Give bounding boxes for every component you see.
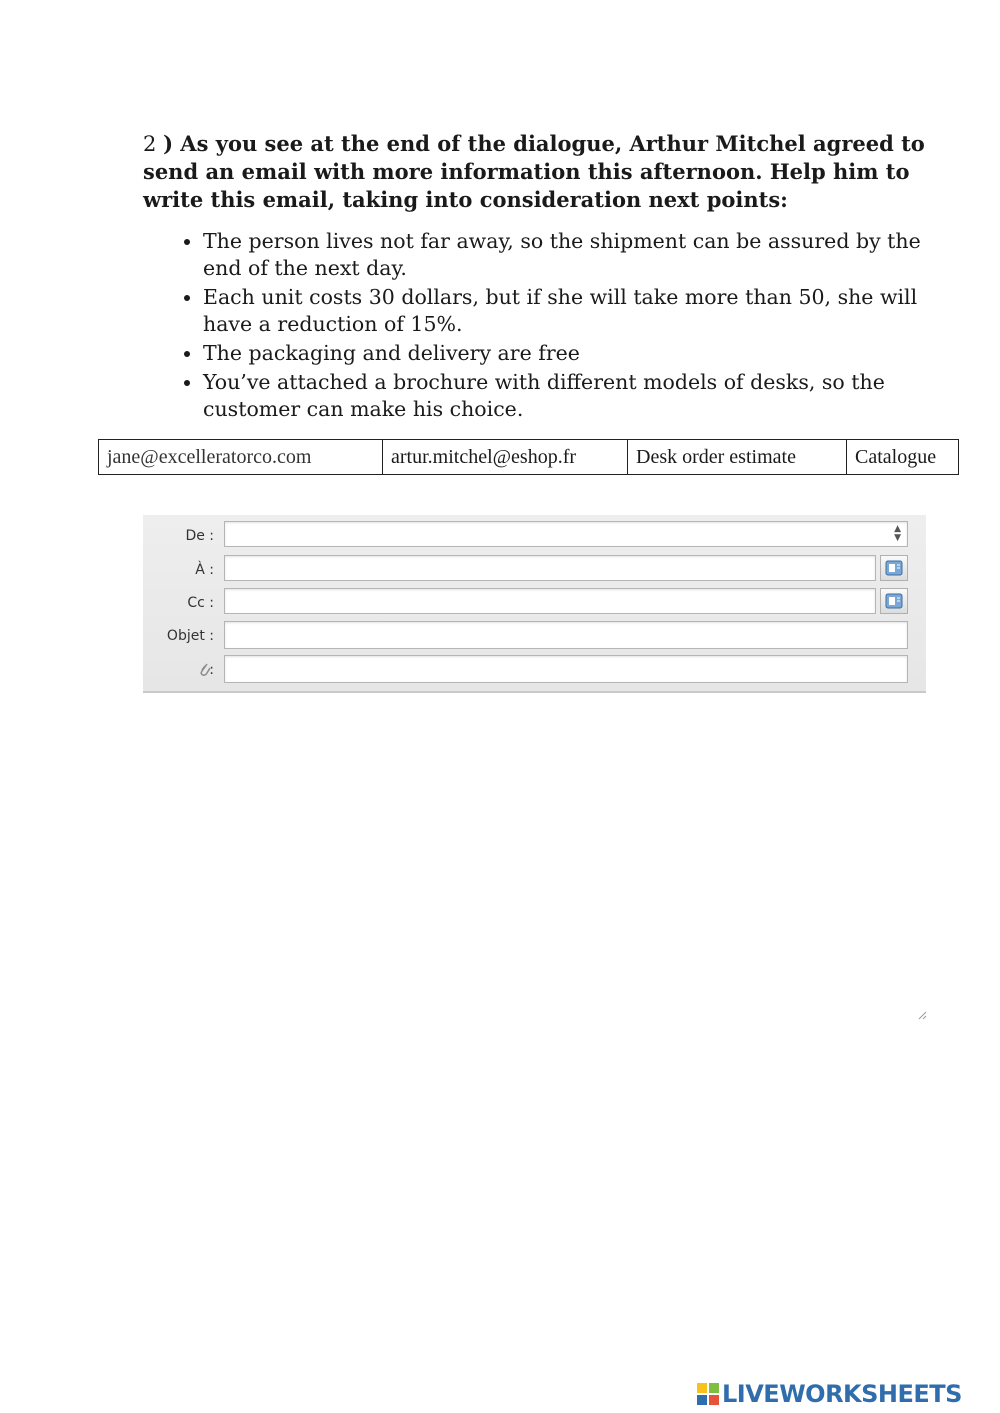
word-bank-cell: Catalogue	[847, 440, 959, 475]
select-arrows-icon: ▲ ▼	[894, 524, 901, 543]
list-item: • The person lives not far away, so the shipment can be assured by the end of the next day.	[203, 228, 933, 282]
subject-input[interactable]	[224, 621, 908, 649]
question	[143, 130, 933, 214]
liveworksheets-logo-icon	[697, 1383, 719, 1405]
address-book-icon	[885, 593, 903, 609]
from-select[interactable]	[224, 521, 908, 547]
question-number: 2	[143, 132, 157, 156]
attachment-label: :	[209, 662, 214, 678]
from-label: De :	[185, 528, 214, 544]
cc-input[interactable]	[224, 588, 876, 614]
to-contacts-button[interactable]	[880, 555, 908, 581]
word-bank-table	[98, 439, 959, 475]
requirements-list	[143, 228, 933, 423]
attachment-input[interactable]	[224, 655, 908, 683]
to-label: À :	[195, 562, 214, 578]
list-item: • The packaging and delivery are free	[203, 340, 933, 367]
word-bank-cell: jane@excelleratorco.com	[99, 440, 383, 475]
to-input[interactable]	[224, 555, 876, 581]
address-book-icon	[885, 560, 903, 576]
to-row	[143, 555, 926, 585]
cc-label: Cc :	[187, 595, 214, 611]
subject-label: Objet :	[166, 628, 214, 644]
list-item: • You’ve attached a brochure with different models of desks, so the customer can make his choice.	[203, 369, 933, 423]
email-header-form	[143, 515, 926, 693]
list-item: • Each unit costs 30 dollars, but if she will take more than 50, she will have a reduction of 15%.	[203, 284, 933, 338]
from-row	[143, 521, 926, 551]
cc-contacts-button[interactable]	[880, 588, 908, 614]
liveworksheets-logo	[697, 1380, 962, 1408]
word-bank-cell: Desk order estimate	[628, 440, 847, 475]
resize-grip-icon[interactable]	[917, 1010, 927, 1020]
word-bank-cell: artur.mitchel@eshop.fr	[383, 440, 628, 475]
question-text: ) As you see at the end of the dialogue, Arthur Mitchel agreed to send an email with more information this afternoon. Help him to write this email, taking into consideration next points:	[143, 131, 925, 212]
subject-row	[143, 621, 926, 651]
cc-row	[143, 588, 926, 618]
attachment-row	[143, 655, 926, 685]
logo-text: LIVEWORKSHEETS	[722, 1380, 962, 1408]
table-row	[99, 440, 959, 475]
instructions	[143, 130, 933, 425]
